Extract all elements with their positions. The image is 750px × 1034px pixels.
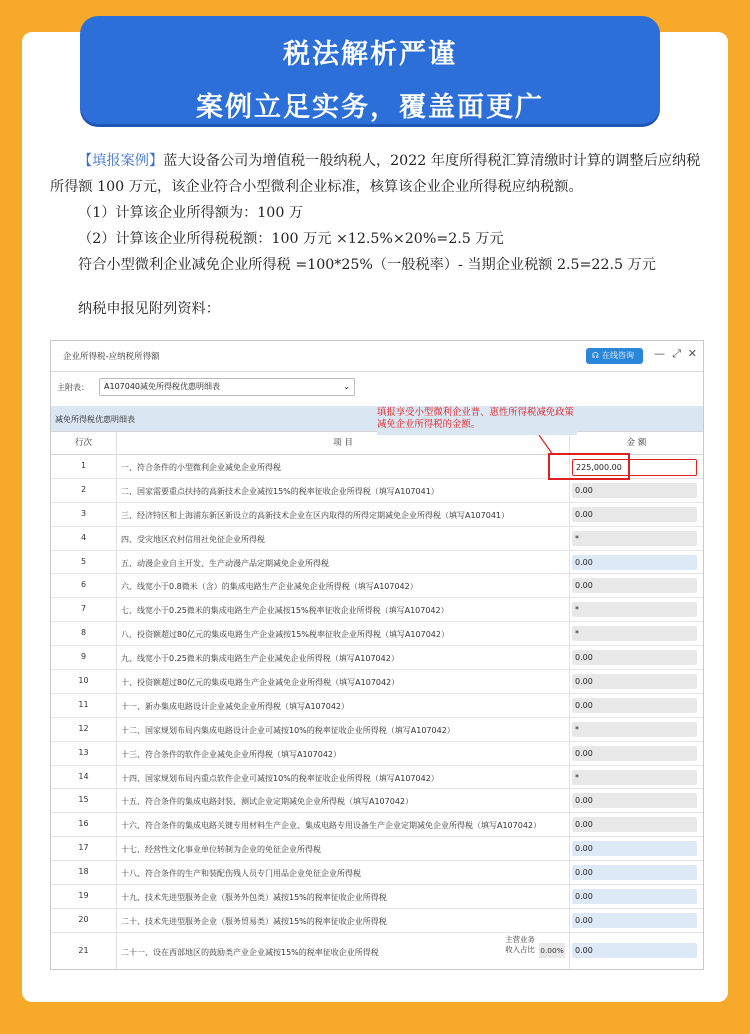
row-number: 6 (51, 574, 117, 597)
header-amount: 金 额 (626, 438, 647, 448)
table-row (51, 933, 703, 970)
table-row (51, 670, 703, 694)
table-row (51, 551, 703, 575)
amount-field[interactable]: 0.00 (572, 555, 697, 570)
header-item: 项 目 (117, 432, 570, 454)
amount-field[interactable]: 0.00 (572, 817, 697, 832)
row-item: 四、受灾地区农村信用社免征企业所得税 (121, 534, 265, 544)
window-title: 企业所得税-应纳税所得额 (63, 352, 160, 362)
row-item: 十三、符合条件的软件企业减免企业所得税（填写A107042） (121, 749, 342, 759)
row-number: 15 (51, 789, 117, 812)
row-number: 14 (51, 766, 117, 789)
chevron-down-icon: ⌄ (343, 382, 350, 391)
step-3: 符合小型微利企业减免企业所得税 =100*25%（一般税率）- 当期企业税额 2.5=22.5 万元 (78, 257, 656, 273)
amount-field[interactable]: 0.00 (572, 650, 697, 665)
banner-line-1: 税法解析严谨 (283, 39, 457, 70)
article-body (50, 148, 710, 322)
row-number: 9 (51, 646, 117, 669)
amount-field[interactable]: 0.00 (572, 507, 697, 522)
amount-field[interactable]: 0.00 (572, 943, 697, 958)
amount-field[interactable]: 0.00 (572, 793, 697, 808)
amount-field[interactable]: 0.00 (572, 913, 697, 928)
amount-field[interactable]: 0.00 (572, 841, 697, 856)
row-number: 10 (51, 670, 117, 693)
row-item: 十七、经营性文化事业单位转制为企业的免征企业所得税 (121, 845, 321, 855)
row-number: 16 (51, 813, 117, 836)
row-number: 19 (51, 885, 117, 908)
highlight-box (548, 453, 630, 480)
row-number: 8 (51, 622, 117, 645)
table-row (51, 837, 703, 861)
row-number: 2 (51, 479, 117, 502)
table-row (51, 789, 703, 813)
amount-field[interactable]: 0.00 (572, 865, 697, 880)
table-row (51, 742, 703, 766)
row-item: 十一、新办集成电路设计企业减免企业所得税（填写A107042） (121, 701, 350, 711)
row-number: 12 (51, 718, 117, 741)
title-banner (80, 16, 660, 124)
window-titlebar (51, 341, 703, 372)
row-item: 一、符合条件的小型微利企业减免企业所得税 (121, 463, 281, 472)
annotation-note: 填报享受小型微利企业普、惠性所得税减免政策减免企业所得税的金额。 (377, 407, 577, 435)
headset-icon: ☊ (591, 351, 599, 360)
table-row (51, 861, 703, 885)
case-paragraph (50, 148, 710, 200)
step-1: （1）计算该企业所得额为：100 万 (78, 205, 304, 221)
amount-field[interactable]: 0.00 (572, 483, 697, 498)
amount-field[interactable]: 0.00 (572, 698, 697, 713)
main-table-label: 主附表： (57, 383, 89, 392)
row-item: 二、国家需要重点扶持的高新技术企业减按15%的税率征收企业所得税（填写A107041） (121, 486, 439, 496)
row-number: 7 (51, 598, 117, 621)
amount-field[interactable]: * (572, 602, 697, 617)
amount-field[interactable]: 0.00 (572, 746, 697, 761)
amount-field[interactable]: * (572, 626, 697, 641)
main-table-select[interactable]: A107040减免所得税优惠明细表 ⌄ (99, 378, 355, 396)
table-row (51, 574, 703, 598)
row-number: 4 (51, 527, 117, 550)
banner-line-2: 案例立足实务，覆盖面更广 (196, 92, 544, 123)
table-row (51, 503, 703, 527)
amount-field[interactable]: * (572, 770, 697, 785)
row-item: 二十一、设在西部地区的鼓励类产业企业减按15%的税率征收企业所得税 (121, 947, 379, 957)
attachment-note: 纳税申报见附列资料： (78, 301, 220, 317)
table-row (51, 718, 703, 742)
amount-field[interactable]: 0.00 (572, 889, 697, 904)
amount-field[interactable]: 0.00 (572, 578, 697, 593)
tax-form-screenshot (50, 340, 704, 970)
row-item: 五、动漫企业自主开发、生产动漫产品定期减免企业所得税 (121, 558, 329, 568)
row-item: 三、经济特区和上海浦东新区新设立的高新技术企业在区内取得的所得定期减免企业所得税（填写A107041） (121, 510, 510, 520)
row-item: 十、投资额超过80亿元的集成电路生产企业减免企业所得税（填写A107042） (121, 678, 400, 688)
row-item: 二十、技术先进型服务企业（服务贸易类）减按15%的税率征收企业所得税 (121, 916, 387, 926)
step-2: （2）计算该企业所得税税额：100 万元 ×12.5%×20%=2.5 万元 (78, 231, 504, 247)
row-number: 1 (51, 455, 117, 478)
table-row (51, 479, 703, 503)
row-item: 十四、国家规划布局内重点软件企业可减按10%的税率征收企业所得税（填写A107042） (121, 773, 439, 783)
amount-field[interactable]: 225,000.00 (572, 459, 697, 476)
consult-button[interactable]: ☊ 在线咨询 (586, 348, 643, 364)
row-item: 十九、技术先进型服务企业（服务外包类）减按15%的税率征收企业所得税 (121, 893, 387, 903)
row-number: 20 (51, 909, 117, 932)
table-row (51, 646, 703, 670)
table-row (51, 909, 703, 933)
row-item: 九、线宽小于0.25微米的集成电路生产企业减免企业所得税（填写A107042） (121, 654, 399, 664)
table-row (51, 766, 703, 790)
close-icon[interactable]: ✕ (687, 347, 697, 360)
row-item: 六、线宽小于0.8微米（含）的集成电路生产企业减免企业所得税（填写A107042） (121, 582, 418, 592)
row-item: 十二、国家规划布局内集成电路设计企业可减按10%的税率征收企业所得税（填写A107042） (121, 725, 455, 735)
row-number: 17 (51, 837, 117, 860)
table-row (51, 527, 703, 551)
table-row (51, 885, 703, 909)
amount-field[interactable]: * (572, 531, 697, 546)
header-row-no: 行次 (51, 432, 117, 454)
row-item: 七、线宽小于0.25微米的集成电路生产企业减按15%税率征收企业所得税（填写A107042） (121, 606, 449, 616)
row-item: 十八、符合条件的生产和装配伤残人员专门用品企业免征企业所得税 (121, 869, 361, 879)
revenue-ratio-value: 0.00% (539, 943, 565, 958)
row-number: 18 (51, 861, 117, 884)
amount-field[interactable]: 0.00 (572, 674, 697, 689)
table-row (51, 813, 703, 837)
row-number: 13 (51, 742, 117, 765)
row-number: 3 (51, 503, 117, 526)
row-item: 十五、符合条件的集成电路封装、测试企业定期减免企业所得税（填写A107042） (121, 797, 414, 807)
case-text: 蓝大设备公司为增值税一般纳税人，2022 年度所得税汇算清缴时计算的调整后应纳税所得额 100 万元，该企业符合小型微利企业标准，核算该企业企业所得税应纳税额。 (50, 153, 701, 195)
maximize-icon[interactable]: ⤢ (672, 347, 681, 360)
table-row (51, 622, 703, 646)
main-table-selector-row (51, 372, 703, 402)
relief-table (51, 431, 703, 970)
section-title: 减免所得税优惠明细表 (55, 415, 135, 424)
minimize-icon[interactable]: — (654, 347, 665, 360)
table-row (51, 598, 703, 622)
row-number: 11 (51, 694, 117, 717)
revenue-ratio-label: 主营业务收入占比 (505, 934, 535, 955)
case-tag: 【填报案例】 (78, 153, 164, 169)
amount-field[interactable]: * (572, 722, 697, 737)
row-number: 21 (51, 933, 117, 969)
row-number: 5 (51, 551, 117, 574)
table-row (51, 694, 703, 718)
row-item: 十六、符合条件的集成电路关键专用材料生产企业、集成电路专用设备生产企业定期减免企业所得税（填写A107042） (121, 821, 542, 831)
row-item: 八、投资额超过80亿元的集成电路生产企业减按15%税率征收企业所得税（填写A107042） (121, 630, 449, 640)
